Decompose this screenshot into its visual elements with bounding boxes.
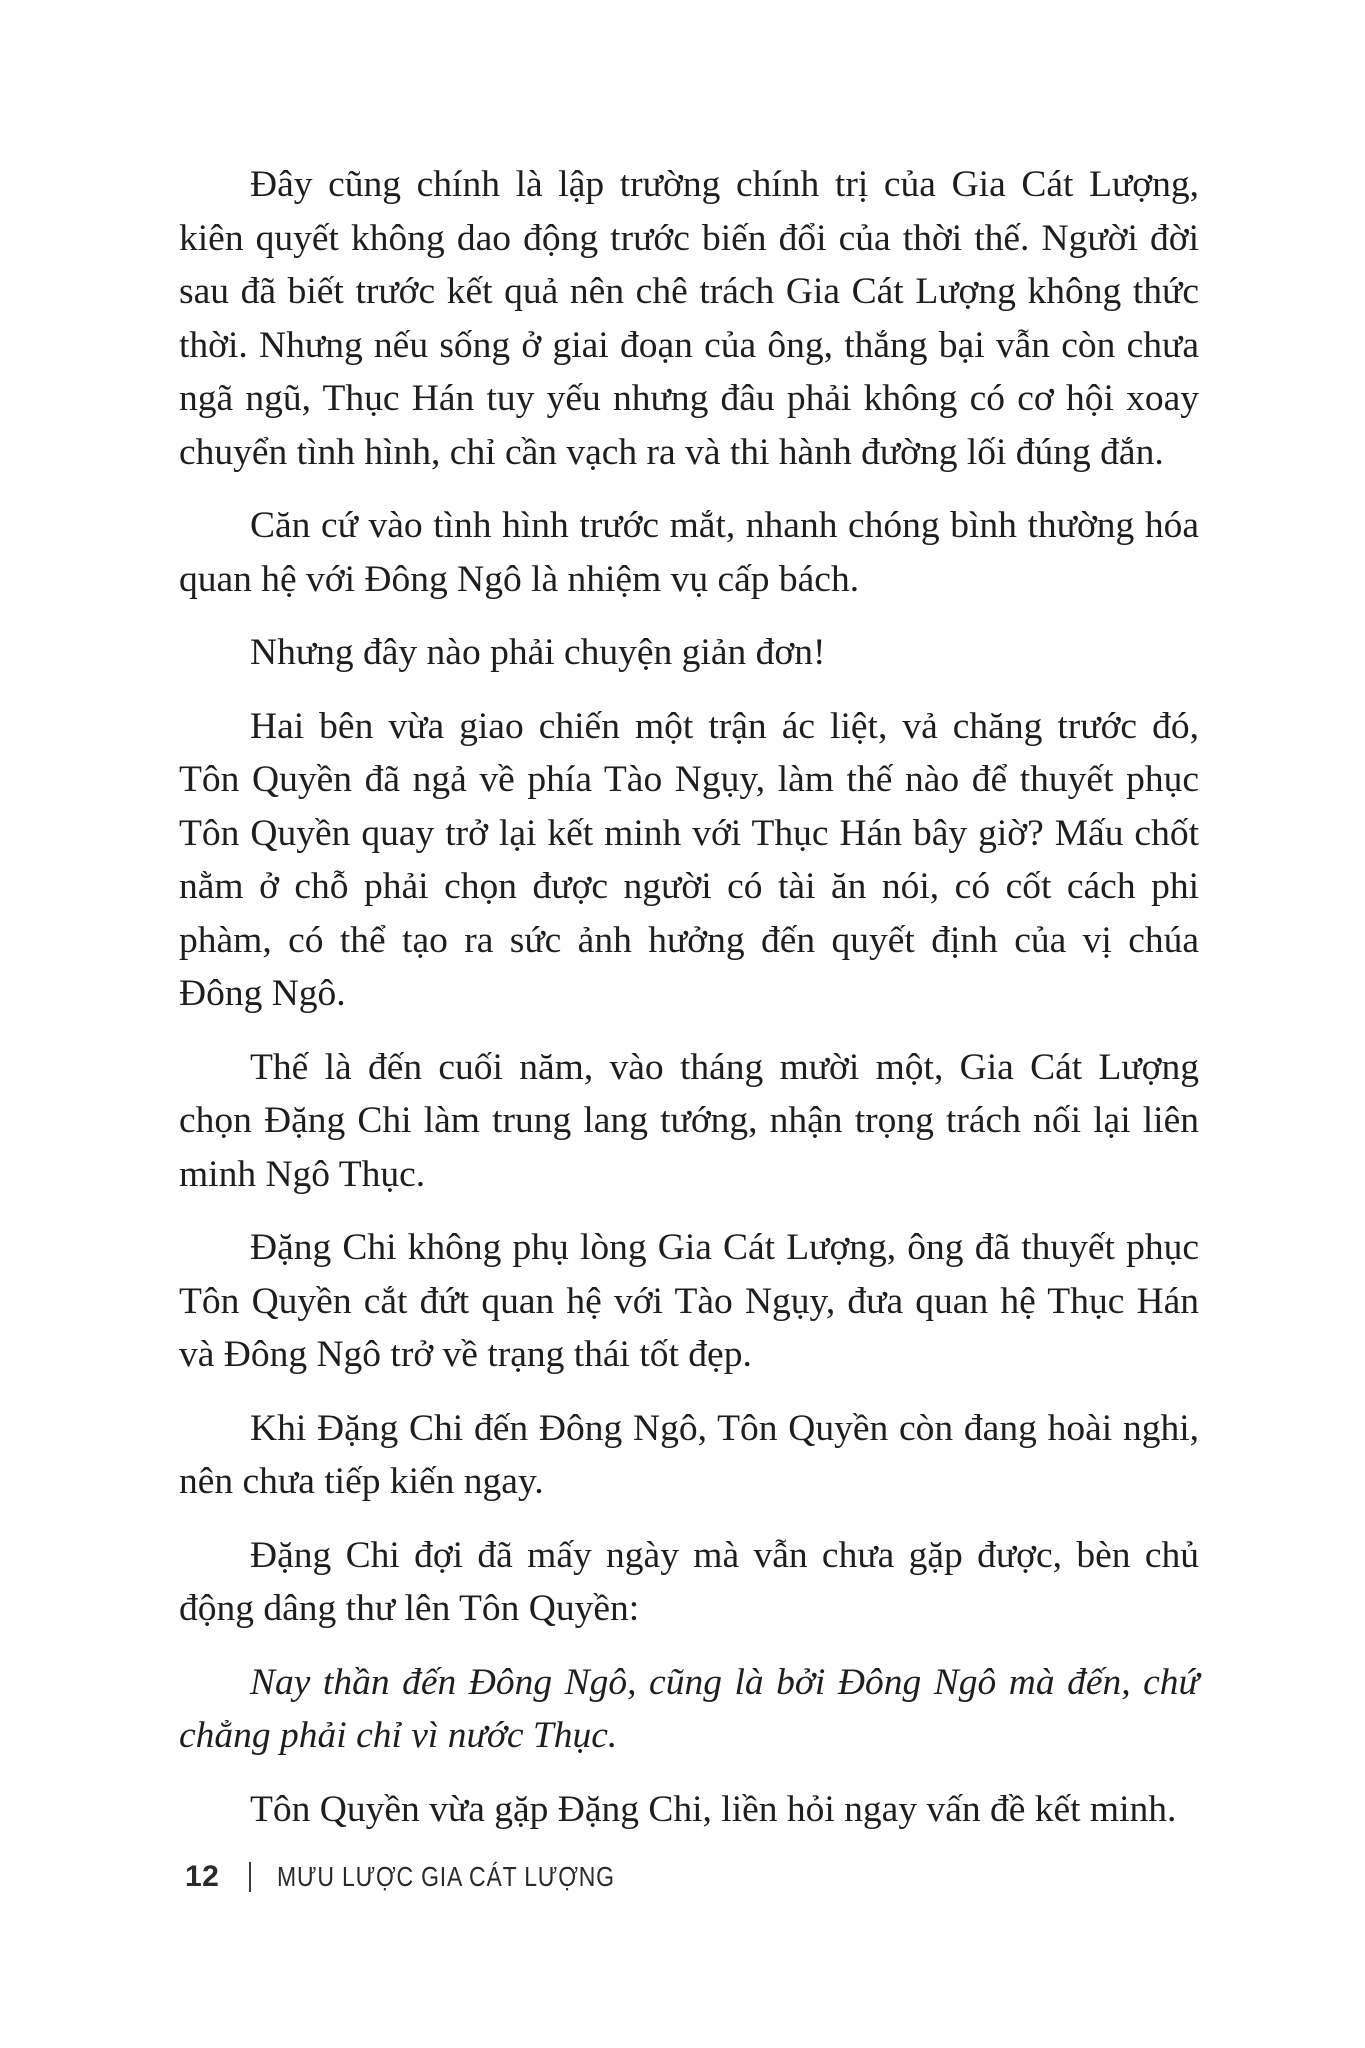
footer-divider (249, 1862, 251, 1892)
paragraph-5: Thế là đến cuối năm, vào tháng mười một, Gia Cát Lượng chọn Đặng Chi làm trung lang tướng, nhận trọng trách nối lại liên minh Ngô Thục. (179, 1046, 1199, 1195)
quoted-letter: Nay thần đến Đông Ngô, cũng là bởi Đông Ngô mà đến, chứ chẳng phải chỉ vì nước Thục. (179, 1661, 1199, 1756)
paragraph-8: Đặng Chi đợi đã mấy ngày mà vẫn chưa gặp được, bèn chủ động dâng thư lên Tôn Quyền: (179, 1534, 1199, 1629)
paragraph-3: Nhưng đây nào phải chuyện giản đơn! (250, 632, 826, 673)
running-title: MƯU LƯỢC GIA CÁT LƯỢNG (277, 1861, 616, 1892)
paragraph-4: Hai bên vừa giao chiến một trận ác liệt, vả chăng trước đó, Tôn Quyền đã ngả về phía Tào Ngụy, làm thế nào để thuyết phục Tôn Quyền quay trở lại kết minh với Thục Hán bây giờ? Mấu chốt nằm ở chỗ phải chọn được người có tài ăn nói, có cốt cách phi phàm, có thể tạo ra sức ảnh hưởng đến quyết định của vị chúa Đông Ngô. (179, 705, 1199, 1014)
page-number: 12 (185, 1860, 220, 1893)
paragraph-7: Khi Đặng Chi đến Đông Ngô, Tôn Quyền còn đang hoài nghi, nên chưa tiếp kiến ngay. (179, 1407, 1199, 1502)
paragraph-2: Căn cứ vào tình hình trước mắt, nhanh chóng bình thường hóa quan hệ với Đông Ngô là nhiệm vụ cấp bách. (179, 505, 1199, 600)
body-text (179, 158, 1199, 1856)
paragraph-10: Tôn Quyền vừa gặp Đặng Chi, liền hỏi ngay vấn đề kết minh. (250, 1788, 1177, 1830)
paragraph-1: Đây cũng chính là lập trường chính trị của Gia Cát Lượng, kiên quyết không dao động trước biến đổi của thời thế. Người đời sau đã biết trước kết quả nên chê trách Gia Cát Lượng không thức thời. Nhưng nếu sống ở giai đoạn của ông, thắng bại vẫn còn chưa ngã ngũ, Thục Hán tuy yếu nhưng đâu phải không có cơ hội xoay chuyển tình hình, chỉ cần vạch ra và thi hành đường lối đúng đắn. (179, 164, 1199, 473)
page-footer (185, 1852, 689, 1902)
paragraph-6: Đặng Chi không phụ lòng Gia Cát Lượng, ông đã thuyết phục Tôn Quyền cắt đứt quan hệ với Tào Ngụy, đưa quan hệ Thục Hán và Đông Ngô trở về trạng thái tốt đẹp. (179, 1227, 1199, 1375)
